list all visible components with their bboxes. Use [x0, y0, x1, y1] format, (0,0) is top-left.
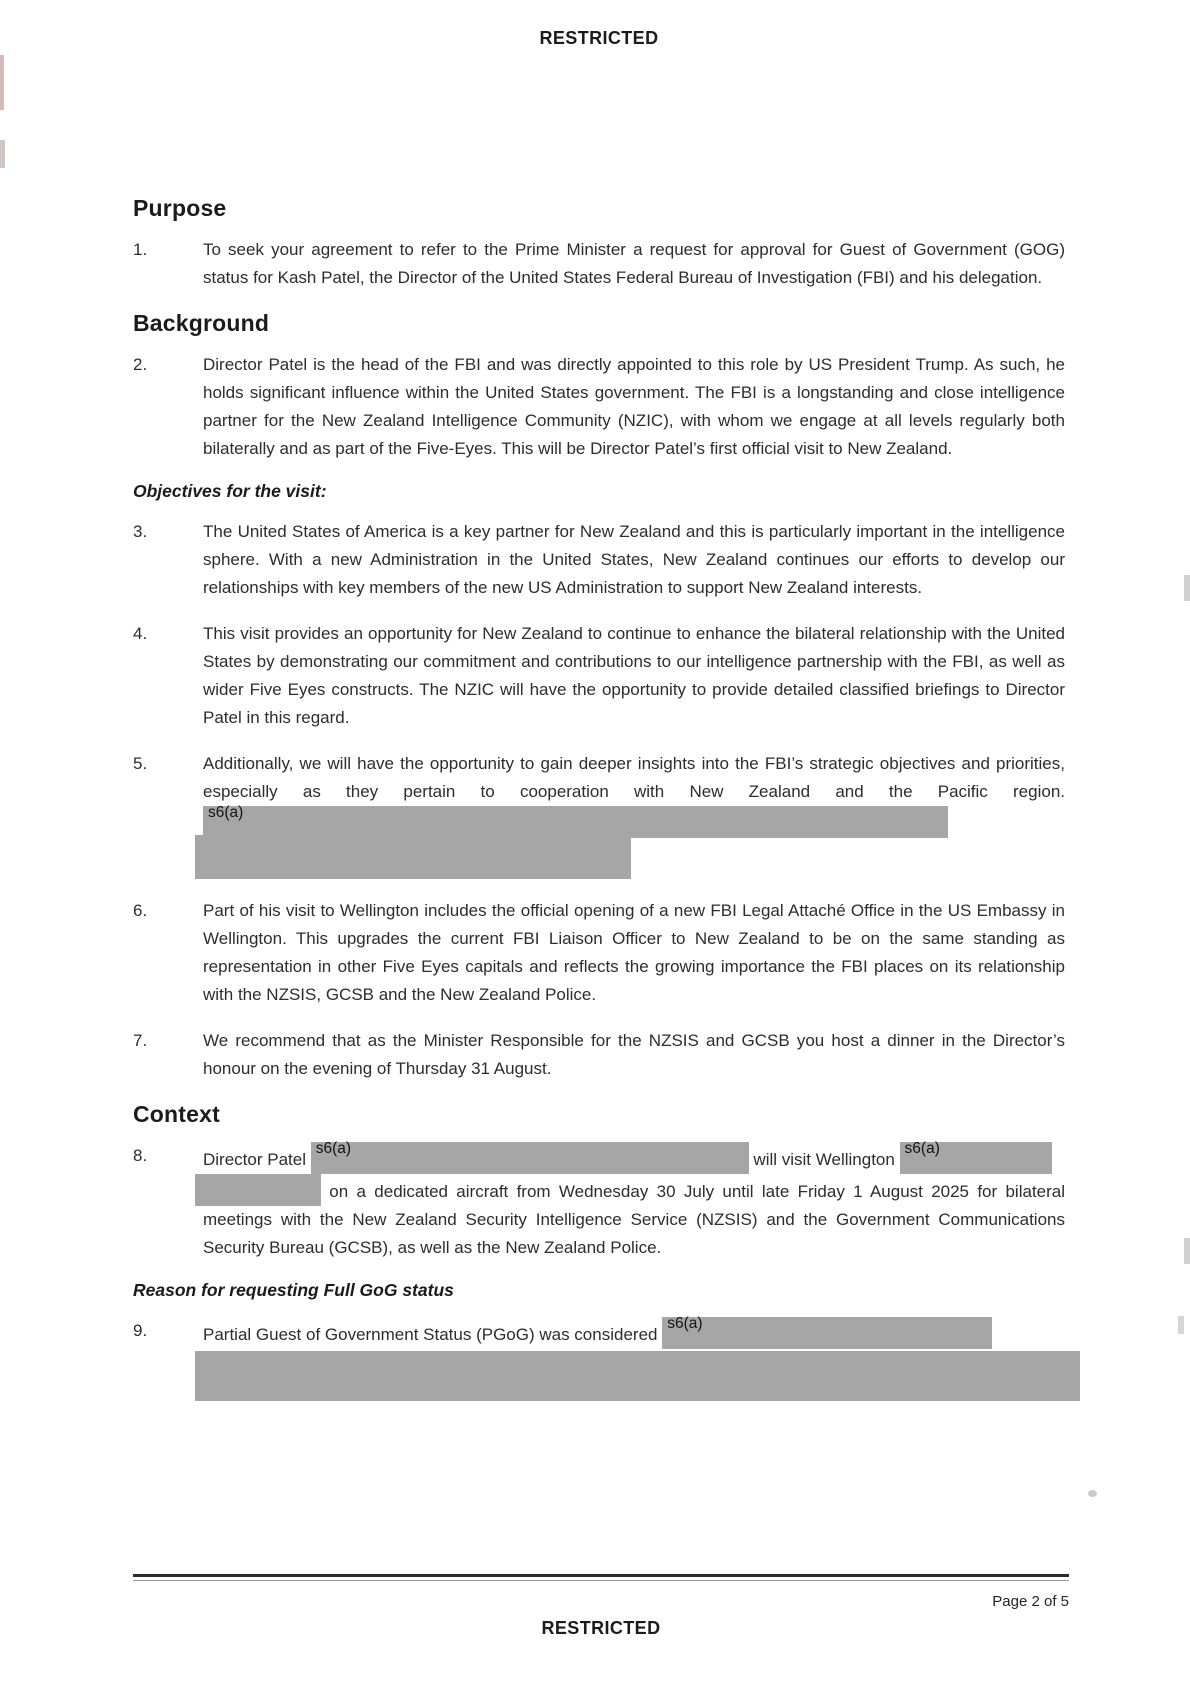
paragraph-text: [203, 750, 1065, 838]
numbered-paragraph: [133, 1027, 1065, 1083]
redaction-box: [203, 806, 948, 838]
text-run: Additionally, we will have the opportunity to gain deeper insights into the FBI’s strategic objectives and priorities, especially as they pertain to cooperation with New Zealand and the Pacific region.: [203, 754, 1065, 801]
paragraph-number: 6.: [133, 901, 148, 920]
section-heading: Context: [133, 1101, 221, 1127]
page-footer: [133, 1574, 1069, 1639]
numbered-paragraph: [133, 1142, 1065, 1262]
text-run: Director Patel is the head of the FBI and was directly appointed to this role by US President Trump. As such, he holds significant influence within the United States government. The FBI is a longstanding and close intelligence partner for the New Zealand Intelligence Community (NZIC), with whom we engage at all levels regularly both bilaterally and as part of the Five-Eyes. This will be Director Patel’s first official visit to New Zealand.: [203, 355, 1065, 458]
redaction-box: [311, 1142, 749, 1174]
classification-banner-bottom: RESTRICTED: [541, 1618, 661, 1638]
numbered-paragraph: [133, 1317, 1065, 1401]
page-number: Page 2 of 5: [992, 1593, 1069, 1610]
redaction-label: s6(a): [667, 1315, 703, 1332]
paragraph-text: [203, 1142, 1065, 1262]
paragraph-number: 4.: [133, 624, 148, 643]
paragraph-number: 2.: [133, 355, 148, 374]
document-body: [133, 195, 1065, 1401]
scan-artifact: [1178, 1316, 1184, 1334]
numbered-paragraph: [133, 351, 1065, 463]
numbered-paragraph: [133, 620, 1065, 732]
redaction-label: s6(a): [904, 1140, 940, 1157]
redaction-label: s6(a): [315, 1140, 352, 1157]
sub-heading: Objectives for the visit:: [133, 481, 327, 501]
paragraph-number: 7.: [133, 1031, 148, 1050]
section-heading: Background: [133, 310, 270, 336]
text-run: We recommend that as the Minister Responsible for the NZSIS and GCSB you host a dinner in the Director’s honour on the evening of Thursday 31 August.: [203, 1031, 1065, 1078]
redaction-label: s6(a): [208, 804, 244, 821]
redaction-block: [195, 1351, 1080, 1401]
text-run: Director Patel: [203, 1150, 311, 1169]
text-run: The United States of America is a key partner for New Zealand and this is particularly important in the intelligence sphere. With a new Administration in the United States, New Zealand continues our efforts to develop our relationships with key members of the new US Administration to support New Zealand interests.: [203, 522, 1065, 597]
text-run: will visit Wellington: [748, 1150, 900, 1169]
paragraph-text: [203, 518, 1065, 602]
paragraph-text: [203, 897, 1065, 1009]
text-run: on a dedicated aircraft from Wednesday 30 July until late Friday 1 August 2025 for bilateral meetings with the New Zealand Security Intelligence Service (NZSIS) and the Government Communications Security Bureau (GCSB), as well as the New Zealand Police.: [203, 1182, 1065, 1257]
scan-artifact: [1088, 1490, 1097, 1497]
redaction-box: [195, 1174, 321, 1206]
paragraph-number: 5.: [133, 754, 148, 773]
text-run: Partial Guest of Government Status (PGoG) was considered: [203, 1325, 663, 1344]
redaction-box: [900, 1142, 1052, 1174]
text-run: This visit provides an opportunity for New Zealand to continue to enhance the bilateral relationship with the United States by demonstrating our commitment and contributions to our intelligence partnership with the FBI, as well as wider Five Eyes constructs. The NZIC will have the opportunity to provide detailed classified briefings to Director Patel in this regard.: [203, 624, 1065, 727]
numbered-paragraph: [133, 236, 1065, 292]
section-heading: Purpose: [133, 195, 227, 221]
scan-artifact: [1184, 575, 1190, 601]
paragraph-number: 8.: [133, 1146, 148, 1165]
paragraph-text: [203, 1027, 1065, 1083]
paragraph-text: [203, 620, 1065, 732]
scan-artifact: [0, 140, 5, 168]
footer-rule: [133, 1574, 1069, 1581]
numbered-paragraph: [133, 750, 1065, 879]
paragraph-text: [203, 1317, 1065, 1349]
text-run: To seek your agreement to refer to the Prime Minister a request for approval for Guest of Government (GOG) status for Kash Patel, the Director of the United States Federal Bureau of Investigation (FBI) and his delegation.: [203, 240, 1065, 287]
numbered-paragraph: [133, 518, 1065, 602]
paragraph-text: [203, 351, 1065, 463]
scan-artifact: [0, 55, 4, 110]
redaction-box: [662, 1317, 992, 1349]
paragraph-number: 9.: [133, 1321, 148, 1340]
text-run: Part of his visit to Wellington includes the official opening of a new FBI Legal Attaché Office in the US Embassy in Wellington. This upgrades the current FBI Liaison Officer to New Zealand to be on the same standing as representation in other Five Eyes capitals and reflects the growing importance the FBI places on its relationship with the NZSIS, GCSB and the New Zealand Police.: [203, 901, 1065, 1004]
classification-banner-top: RESTRICTED: [539, 28, 659, 48]
paragraph-number: 3.: [133, 522, 148, 541]
sub-heading: Reason for requesting Full GoG status: [133, 1280, 454, 1300]
paragraph-number: 1.: [133, 240, 148, 259]
paragraph-text: [203, 236, 1065, 292]
scan-artifact: [1184, 1238, 1190, 1264]
numbered-paragraph: [133, 897, 1065, 1009]
redaction-block: [195, 835, 631, 879]
